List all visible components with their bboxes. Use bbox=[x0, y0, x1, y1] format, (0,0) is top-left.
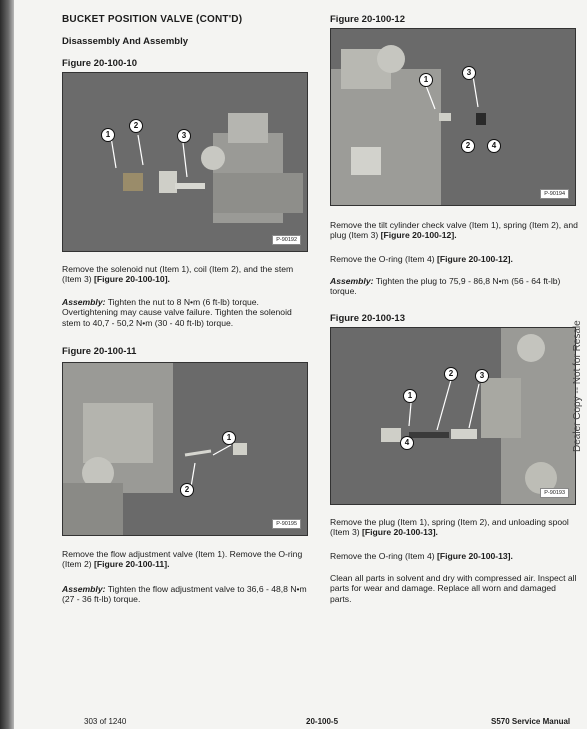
paragraph-11a: Remove the flow adjustment valve (Item 1). Remove the O-ring (Item 2) [Figure 20-100-11]. bbox=[62, 549, 303, 570]
callout-3: 3 bbox=[475, 369, 489, 383]
subsection-title: Disassembly And Assembly bbox=[62, 36, 189, 47]
callout-1: 1 bbox=[101, 128, 115, 142]
paragraph-13c: Clean all parts in solvent and dry with compressed air. Inspect all parts for wear and damage. Replace all worn and damaged parts. bbox=[330, 573, 577, 604]
paragraph-12c: Assembly: Tighten the plug to 75,9 - 86,8 N•m (56 - 64 ft-lb) torque. bbox=[330, 276, 561, 297]
page-number: 20-100-5 bbox=[306, 717, 339, 726]
paragraph-10a: Remove the solenoid nut (Item 1), coil (Item 2), and the stem (Item 3) [Figure 20-100-10]. bbox=[62, 264, 294, 285]
callout-2: 2 bbox=[461, 139, 475, 153]
callout-3: 3 bbox=[462, 66, 476, 80]
callout-4: 4 bbox=[400, 436, 414, 450]
figure-12-photo bbox=[330, 28, 576, 206]
paragraph-12b: Remove the O-ring (Item 4) [Figure 20-100-12]. bbox=[330, 254, 513, 264]
callout-2: 2 bbox=[444, 367, 458, 381]
figure-13-title: Figure 20-100-13 bbox=[330, 313, 405, 324]
figure-11-title: Figure 20-100-11 bbox=[62, 346, 137, 357]
paragraph-10b: Assembly: Tighten the nut to 8 N•m (6 ft-lb) torque. Overtightening may cause valve failure. Tighten the solenoid stem to 40,7 - 50,2 N•m (30 - 40 ft-lb) torque. bbox=[62, 297, 292, 328]
paragraph-13a: Remove the plug (Item 1), spring (Item 2), and unloading spool (Item 3) [Figure 20-100-13]. bbox=[330, 517, 569, 538]
callout-1: 1 bbox=[222, 431, 236, 445]
figure-10-title: Figure 20-100-10 bbox=[62, 58, 137, 69]
paragraph-11b: Assembly: Tighten the flow adjustment valve to 36,6 - 48,8 N•m (27 - 36 ft-lb) torque. bbox=[62, 584, 307, 605]
photo-id: P-90194 bbox=[540, 189, 569, 199]
figure-13-photo bbox=[330, 327, 576, 505]
paragraph-13b: Remove the O-ring (Item 4) [Figure 20-100-13]. bbox=[330, 551, 513, 561]
callout-2: 2 bbox=[129, 119, 143, 133]
photo-id: P-90195 bbox=[272, 519, 301, 529]
page-of-count: 303 of 1240 bbox=[84, 717, 127, 726]
callout-1: 1 bbox=[419, 73, 433, 87]
dealer-copy-watermark: Dealer Copy -- Not for Resale bbox=[572, 320, 583, 452]
figure-12-title: Figure 20-100-12 bbox=[330, 14, 405, 25]
paragraph-12a: Remove the tilt cylinder check valve (Item 1), spring (Item 2), and plug (Item 3) [Figure 20-100-12]. bbox=[330, 220, 578, 241]
page-edge-shadow bbox=[0, 0, 14, 729]
callout-1: 1 bbox=[403, 389, 417, 403]
section-title: BUCKET POSITION VALVE (CONT'D) bbox=[62, 14, 243, 25]
callout-2: 2 bbox=[180, 483, 194, 497]
figure-11-photo bbox=[62, 362, 308, 536]
photo-id: P-90192 bbox=[272, 235, 301, 245]
manual-name: S570 Service Manual bbox=[491, 717, 571, 726]
figure-10-photo bbox=[62, 72, 308, 252]
callout-3: 3 bbox=[177, 129, 191, 143]
photo-id: P-90193 bbox=[540, 488, 569, 498]
callout-4: 4 bbox=[487, 139, 501, 153]
